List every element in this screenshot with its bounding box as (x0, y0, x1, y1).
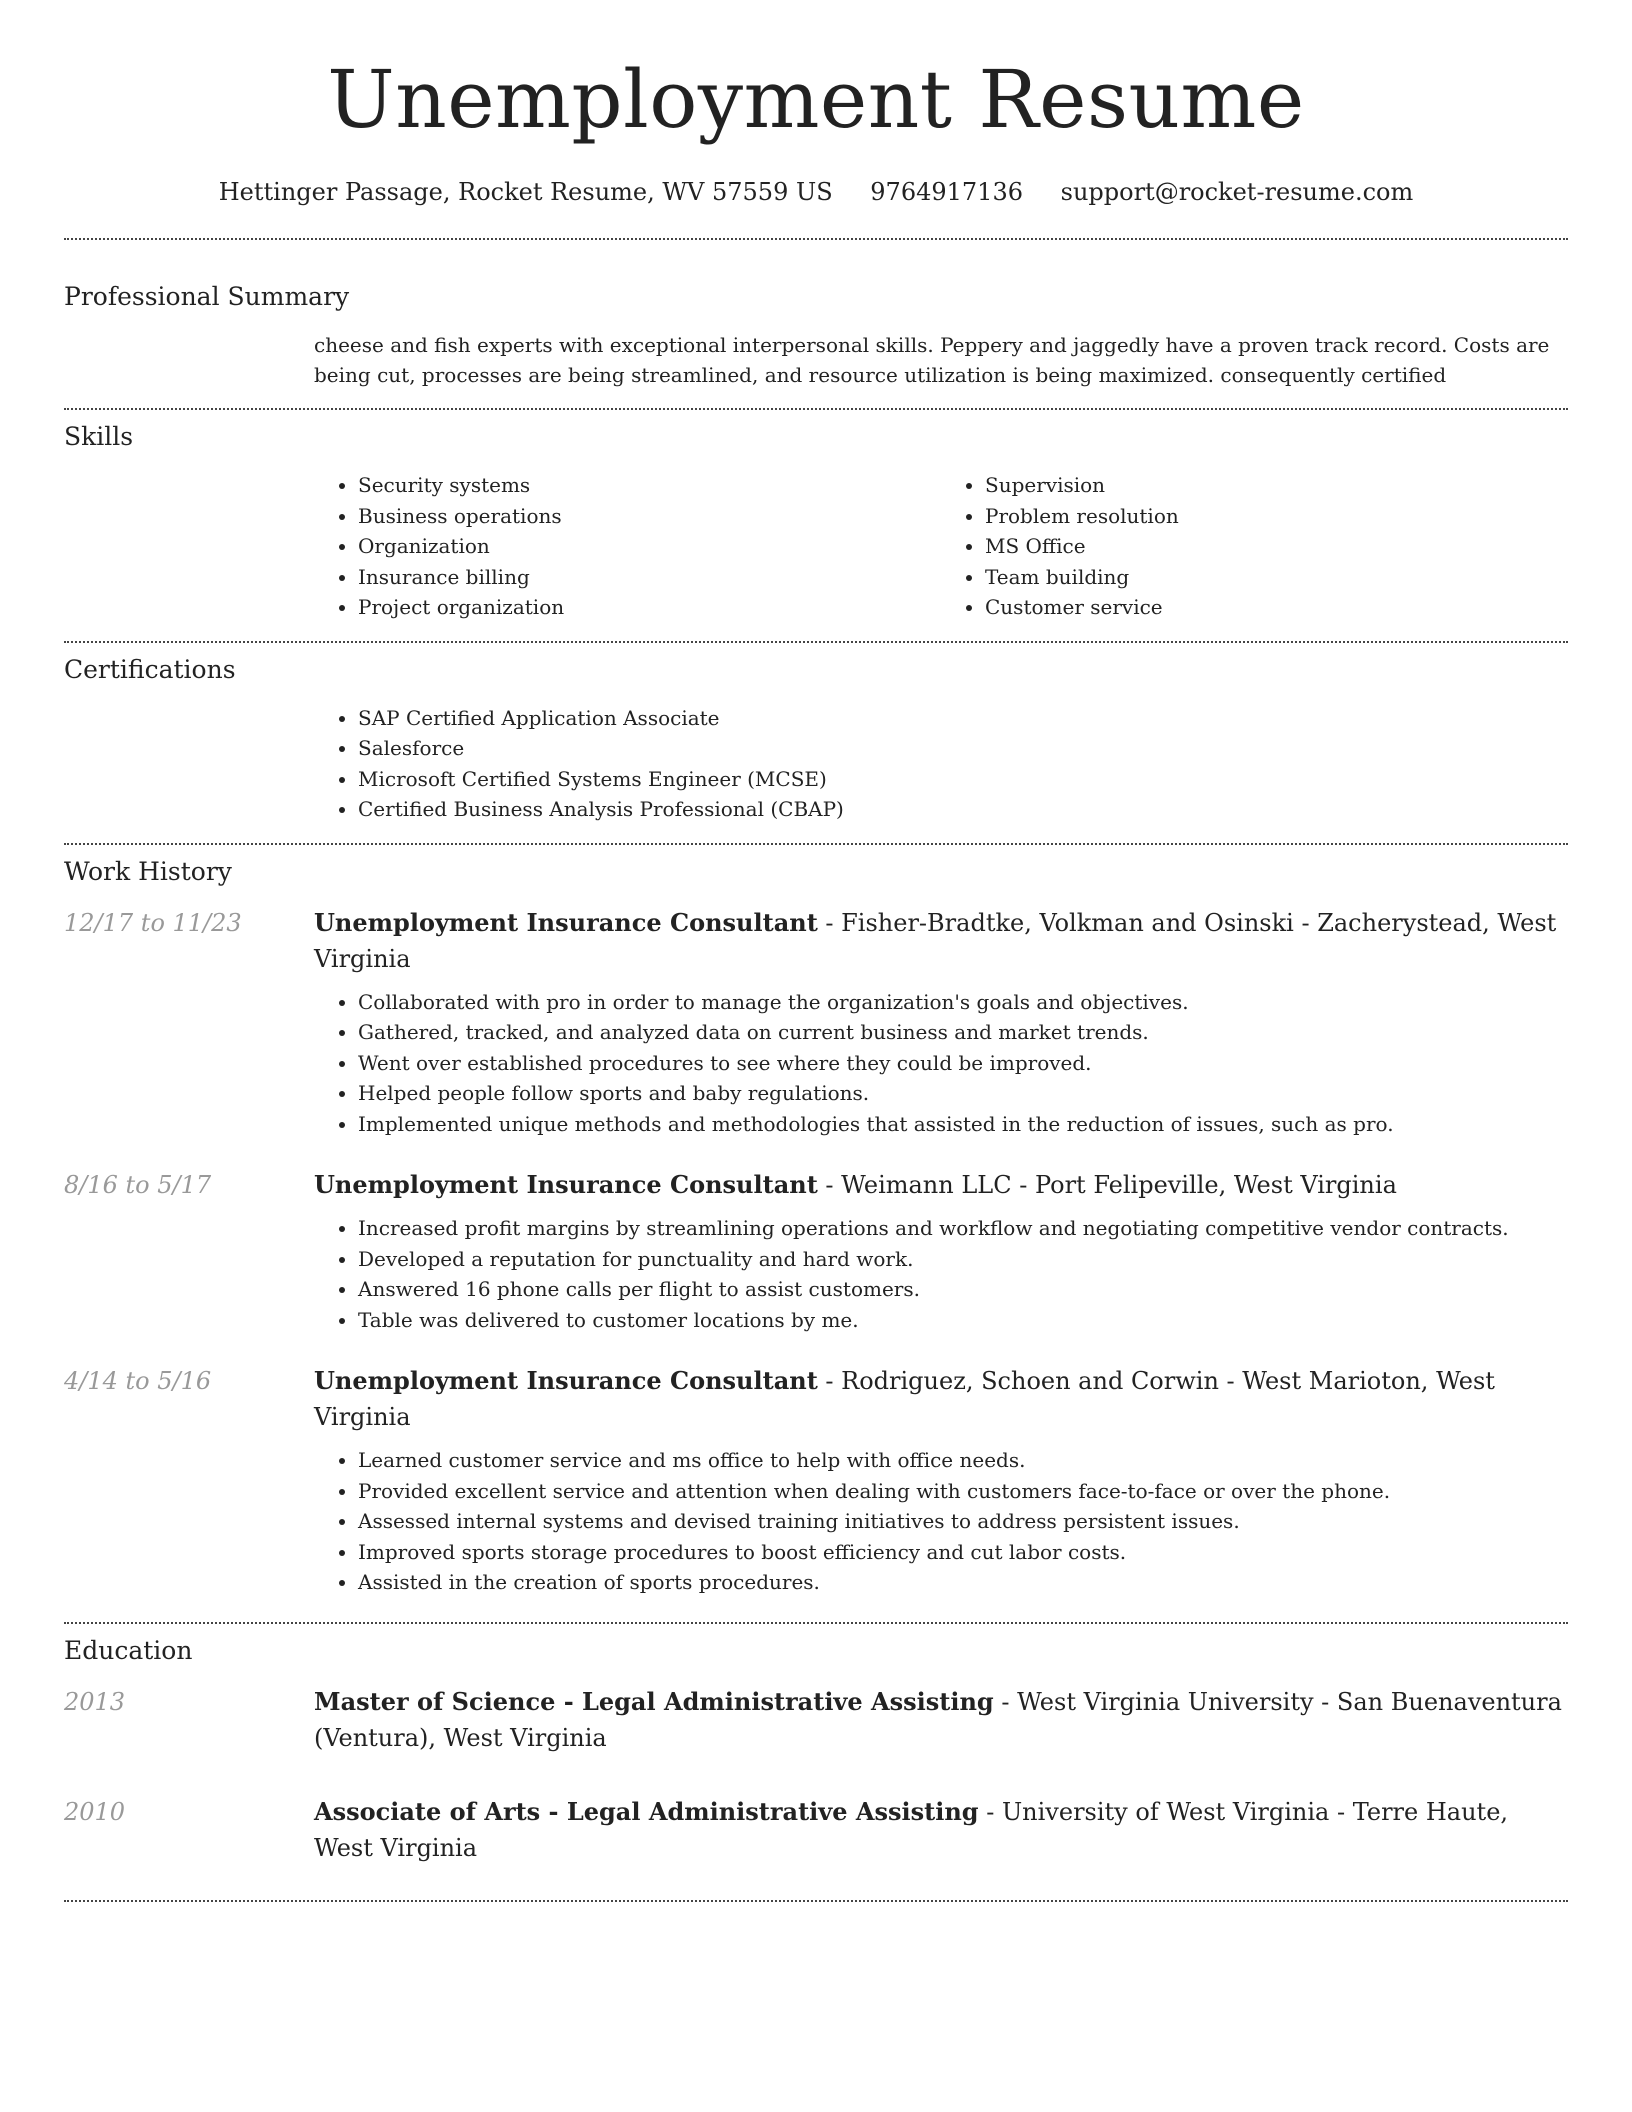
section-title-education: Education (64, 1635, 193, 1665)
education-school-location: - University of West Virginia - Terre Haute, West Virginia (314, 1797, 1509, 1862)
education-title-line (314, 1794, 1568, 1866)
job-duty: • Increased profit margins by streamlining operations and workflow and negotiating competitive vendor contracts. (358, 1213, 1568, 1244)
education-entry (64, 1794, 1568, 1876)
job-duties-list (314, 1445, 1568, 1598)
job-duty: • Assessed internal systems and devised training initiatives to address persistent issues. (358, 1506, 1568, 1537)
job-title-line (314, 1167, 1568, 1203)
certification-item: • Salesforce (358, 733, 1568, 764)
resume-header (64, 0, 1568, 208)
job-entry (64, 905, 1568, 1140)
summary-text: cheese and fish experts with exceptional interpersonal skills. Peppery and jaggedly have a proven track record. Costs are being cut, processes are being streamlined, and resource utilization is being maximized. consequently certified (314, 333, 1550, 387)
education-section (64, 1624, 1568, 1900)
job-duty: • Learned customer service and ms office to help with office needs. (358, 1445, 1568, 1476)
skill-item: • Customer service (985, 592, 1568, 623)
skill-item: • MS Office (985, 531, 1568, 562)
job-duty: • Table was delivered to customer locations by me. (358, 1305, 1568, 1336)
job-duty: • Helped people follow sports and baby regulations. (358, 1078, 1568, 1109)
job-duty: • Answered 16 phone calls per flight to assist customers. (358, 1274, 1568, 1305)
certification-item: • SAP Certified Application Associate (358, 703, 1568, 734)
job-duty: • Assisted in the creation of sports procedures. (358, 1567, 1568, 1598)
education-degree: Associate of Arts - Legal Administrative Assisting (314, 1796, 979, 1826)
job-role: Unemployment Insurance Consultant (314, 1366, 818, 1395)
skill-item: • Insurance billing (358, 562, 941, 593)
skill-item: • Project organization (358, 592, 941, 623)
job-duty: • Collaborated with pro in order to manage the organization's goals and objectives. (358, 987, 1568, 1018)
job-role: Unemployment Insurance Consultant (314, 907, 818, 937)
education-degree: Master of Science - Legal Administrative Assisting (314, 1686, 994, 1716)
education-year: 2010 (64, 1797, 126, 1826)
job-duties-list (314, 1213, 1568, 1335)
section-title-certifications: Certifications (64, 654, 236, 684)
job-employer-location: - Fisher-Bradtke, Volkman and Osinski - Zacherystead, West Virginia (314, 908, 1557, 973)
summary-section (64, 240, 1568, 408)
contact-address: Hettinger Passage, Rocket Resume, WV 57559 US (218, 178, 833, 206)
job-title-line (314, 1363, 1568, 1435)
job-dates: 8/16 to 5/17 (64, 1171, 212, 1199)
contact-email: support@rocket-resume.com (1060, 178, 1414, 206)
job-entry (64, 1167, 1568, 1335)
section-divider (64, 1900, 1568, 1902)
skill-item: • Problem resolution (985, 501, 1568, 532)
certifications-section (64, 643, 1568, 843)
education-entry (64, 1684, 1568, 1766)
job-employer-location: - Weimann LLC - Port Felipeville, West Virginia (817, 1171, 1397, 1199)
section-title-skills: Skills (64, 422, 134, 451)
job-duty: • Improved sports storage procedures to boost efficiency and cut labor costs. (358, 1537, 1568, 1568)
education-title-line (314, 1684, 1568, 1756)
skills-list-right (941, 470, 1568, 623)
job-duty: • Developed a reputation for punctuality and hard work. (358, 1244, 1568, 1275)
job-employer-location: - Rodriguez, Schoen and Corwin - West Marioton, West Virginia (314, 1367, 1495, 1431)
resume-name: Unemployment Resume (327, 53, 1305, 146)
skill-item: • Security systems (358, 470, 941, 501)
work-history-section (64, 845, 1568, 1622)
skill-item: • Team building (985, 562, 1568, 593)
skills-list-left (314, 470, 941, 623)
certification-item: • Certified Business Analysis Professional (CBAP) (358, 794, 1568, 825)
job-role: Unemployment Insurance Consultant (314, 1170, 818, 1199)
job-duty: • Went over established procedures to see where they could be improved. (358, 1048, 1568, 1079)
section-title-work-history: Work History (64, 856, 232, 886)
skill-item: • Supervision (985, 470, 1568, 501)
job-duties-list (314, 987, 1568, 1140)
education-year: 2013 (64, 1687, 126, 1716)
job-duty: • Provided excellent service and attention when dealing with customers face-to-face or over the phone. (358, 1476, 1568, 1507)
contact-line (64, 176, 1568, 208)
contact-phone: 9764917136 (870, 178, 1023, 206)
education-school-location: - West Virginia University - San Buenaventura (Ventura), West Virginia (314, 1687, 1562, 1752)
skills-section (64, 410, 1568, 641)
skill-item: • Business operations (358, 501, 941, 532)
certification-item: • Microsoft Certified Systems Engineer (MCSE) (358, 764, 1568, 795)
job-dates: 4/14 to 5/16 (64, 1367, 212, 1395)
job-duty: • Implemented unique methods and methodologies that assisted in the reduction of issues, such as pro. (358, 1109, 1568, 1140)
job-title-line (314, 905, 1568, 977)
skill-item: • Organization (358, 531, 941, 562)
job-dates: 12/17 to 11/23 (64, 908, 242, 937)
job-entry (64, 1363, 1568, 1598)
section-title-summary: Professional Summary (64, 282, 350, 311)
certifications-list (314, 703, 1568, 825)
job-duty: • Gathered, tracked, and analyzed data on current business and market trends. (358, 1017, 1568, 1048)
